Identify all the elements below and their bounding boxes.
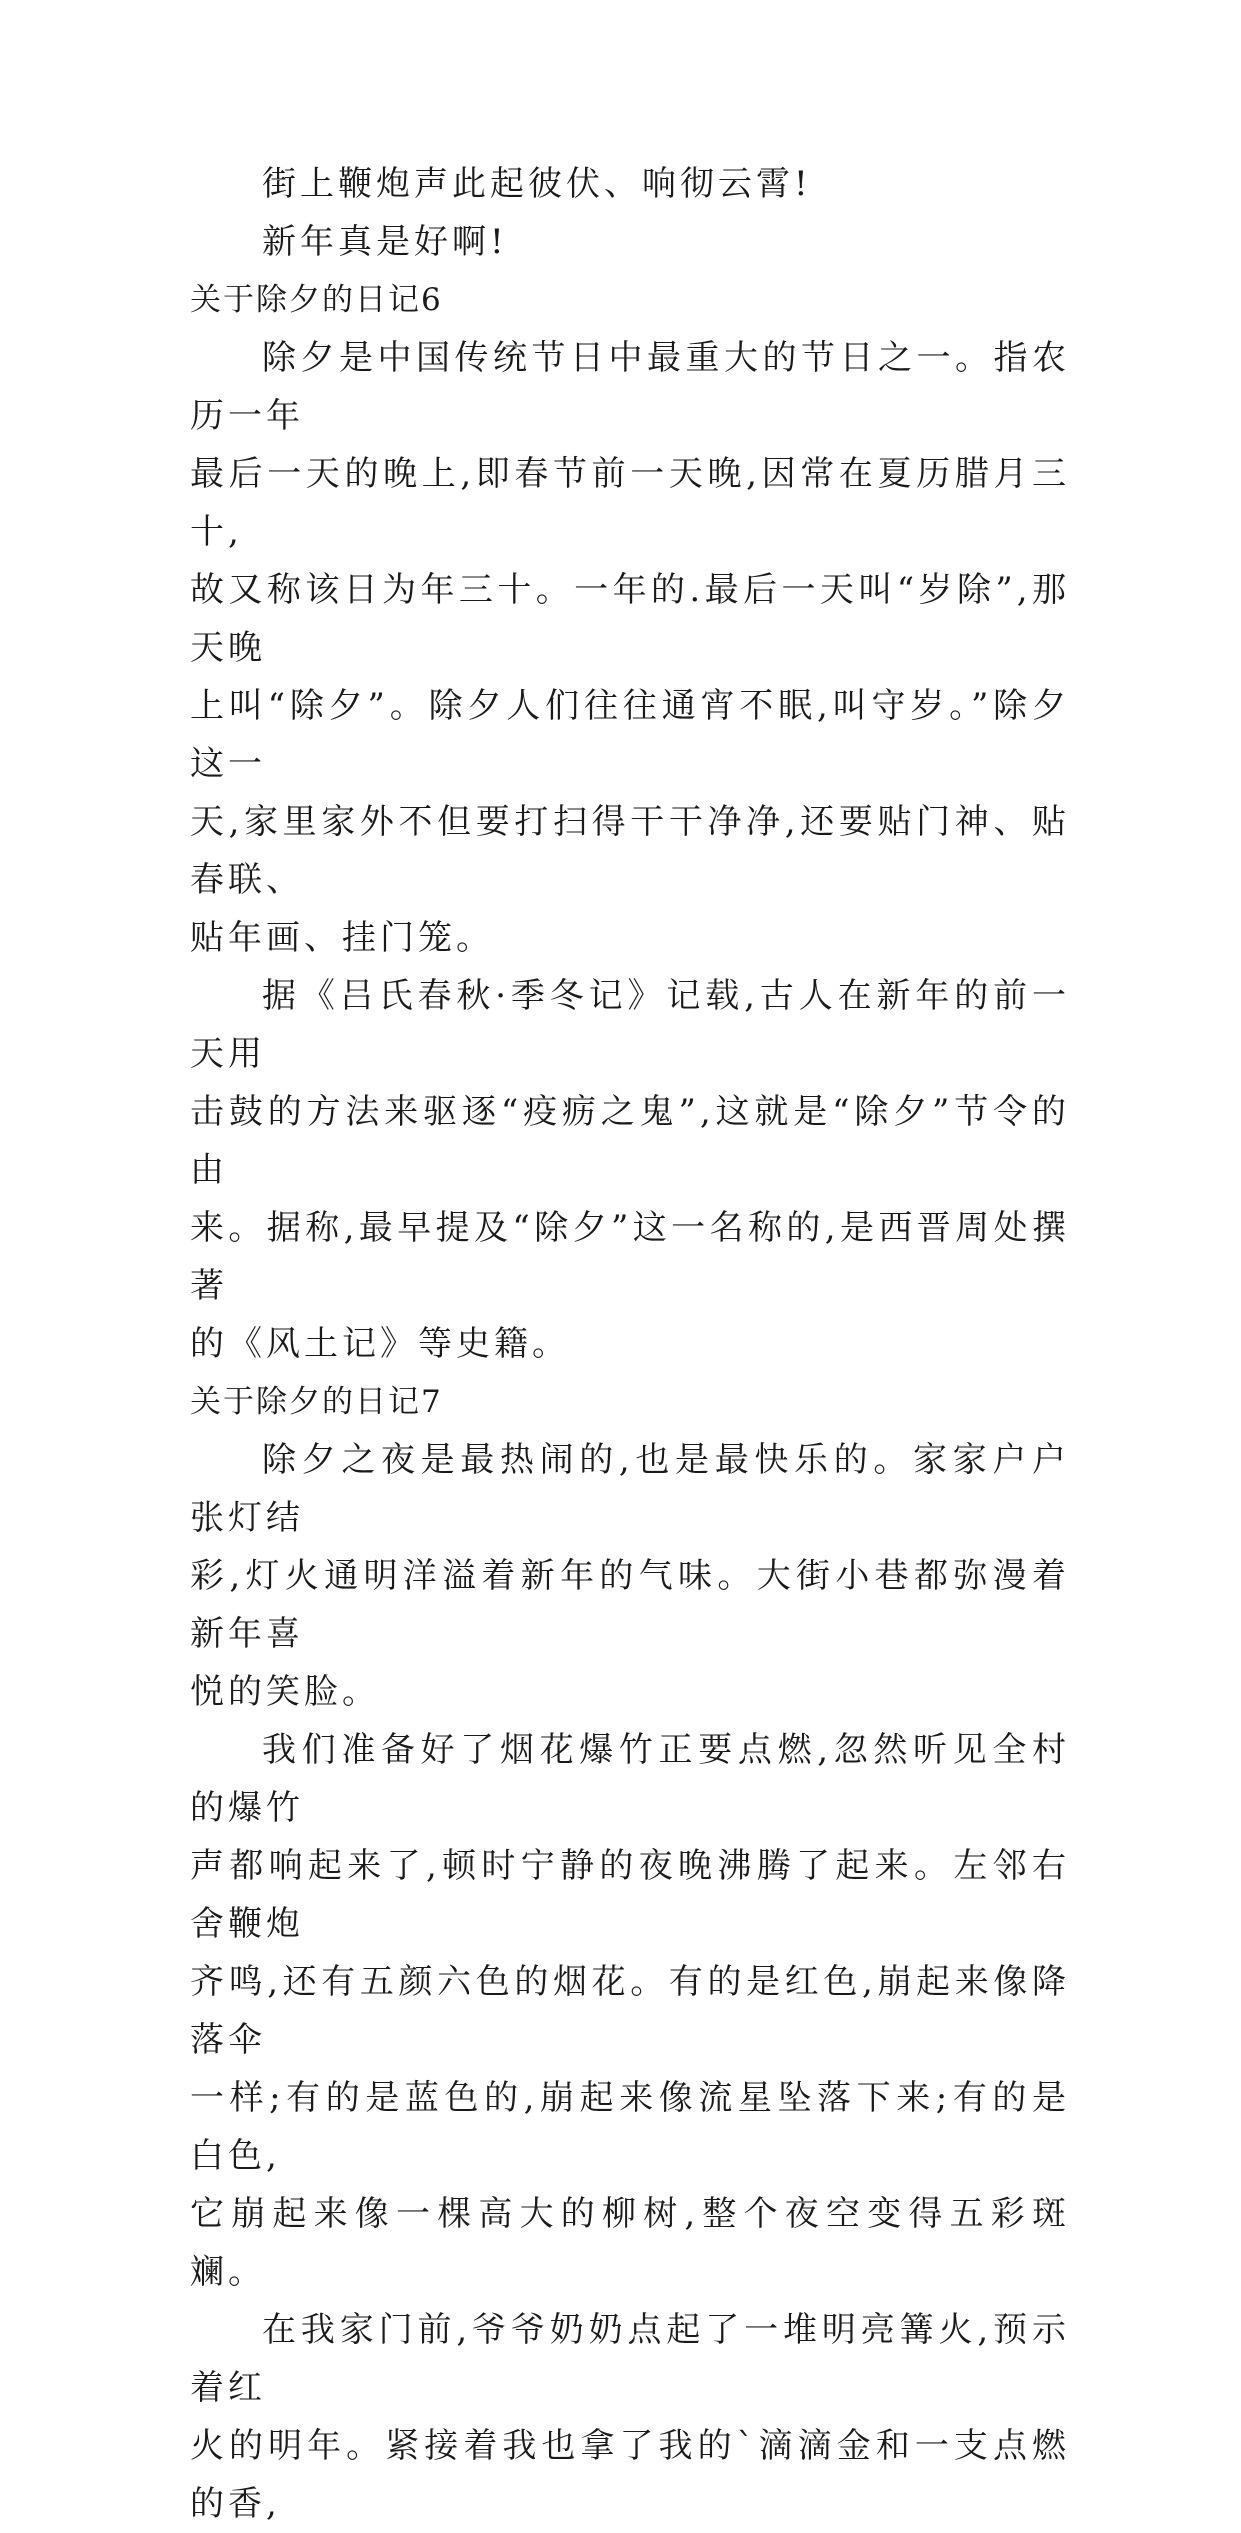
text-line: 除夕之夜是最热闹的,也是最快乐的。家家户户张灯结 [190,1440,1070,1538]
paragraph [190,1721,1070,2301]
text-line: 新年真是好啊! [262,222,508,262]
paragraph [190,1431,1070,1721]
text-line: 除夕是中国传统节日中最重大的节日之一。指农历一年 [190,338,1070,436]
text-line: 上叫“除夕”。除夕人们往往通宵不眠,叫守岁。”除夕这一 [190,686,1070,784]
document-body [190,155,1070,2533]
paragraph [190,155,1070,213]
text-line: 击鼓的方法来驱逐“疫疬之鬼”,这就是“除夕”节令的由 [190,1092,1070,1190]
text-line: 火的明年。紧接着我也拿了我的`滴滴金和一支点燃的香, [190,2426,1070,2524]
paragraph [190,2301,1070,2533]
text-line: 据《吕氏春秋·季冬记》记载,古人在新年的前一天用 [190,976,1070,1074]
paragraph [190,213,1070,271]
text-line: 来。据称,最早提及“除夕”这一名称的,是西晋周处撰著 [190,1208,1070,1306]
text-line: 一样;有的是蓝色的,崩起来像流星坠落下来;有的是白色, [190,2078,1070,2176]
text-line: 贴年画、挂门笼。 [190,918,494,958]
text-line: 悦的笑脸。 [190,1672,380,1712]
text-line: 的《风土记》等史籍。 [190,1324,570,1364]
text-line: 我们准备好了烟花爆竹正要点燃,忽然听见全村的爆竹 [190,1730,1070,1828]
text-line: 它崩起来像一棵高大的柳树,整个夜空变得五彩斑斓。 [190,2194,1070,2292]
text-line: 故又称该日为年三十。一年的.最后一天叫“岁除”,那天晚 [190,570,1070,668]
paragraph [190,329,1070,967]
text-line: 最后一天的晚上,即春节前一天晚,因常在夏历腊月三十, [190,454,1070,552]
section-heading: 关于除夕的日记7 [190,1384,443,1420]
text-line: 声都响起来了,顿时宁静的夜晚沸腾了起来。左邻右舍鞭炮 [190,1846,1070,1944]
text-line: 彩,灯火通明洋溢着新年的气味。大街小巷都弥漫着新年喜 [190,1556,1070,1654]
text-line: 街上鞭炮声此起彼伏、响彻云霄! [262,164,812,204]
section-heading: 关于除夕的日记6 [190,282,443,318]
paragraph [190,967,1070,1373]
text-line: 齐鸣,还有五颜六色的烟花。有的是红色,崩起来像降落伞 [190,1962,1070,2060]
text-line: 天,家里家外不但要打扫得干干净净,还要贴门神、贴春联、 [190,802,1070,900]
text-line: 在我家门前,爷爷奶奶点起了一堆明亮篝火,预示着红 [190,2310,1070,2408]
